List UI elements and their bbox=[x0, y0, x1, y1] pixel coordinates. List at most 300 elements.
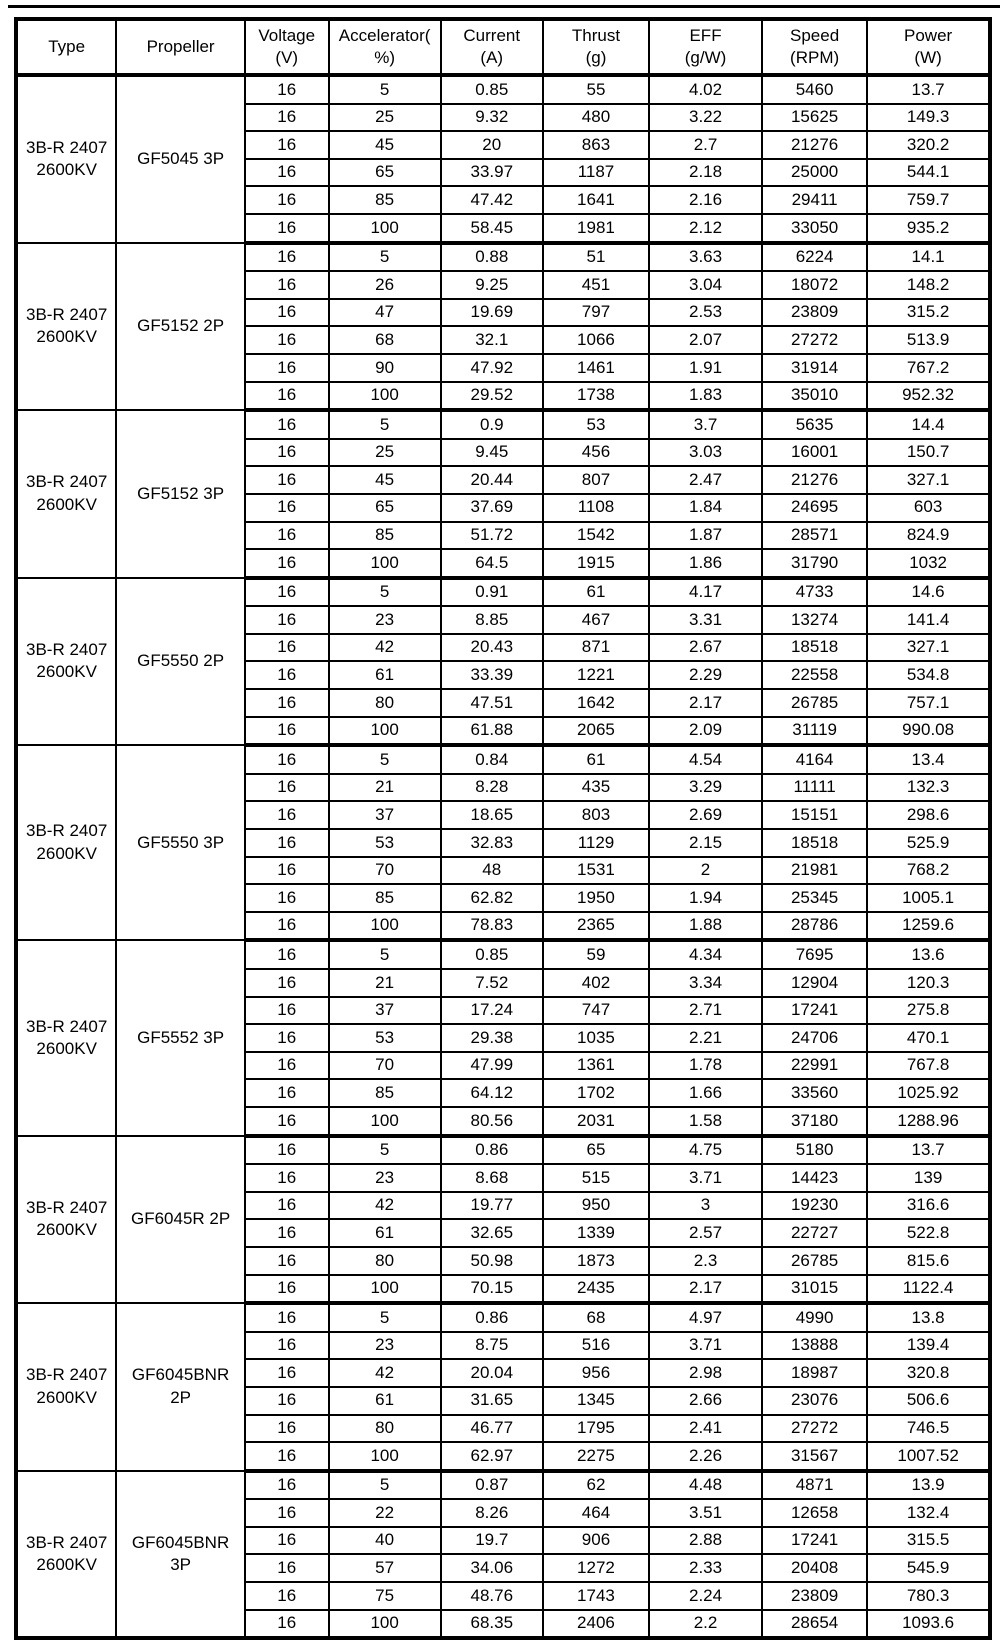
value-cell: 2.09 bbox=[649, 717, 762, 746]
value-cell: 16 bbox=[245, 1164, 329, 1192]
value-cell: 47.42 bbox=[441, 186, 543, 214]
value-cell: 46.77 bbox=[441, 1415, 543, 1443]
value-cell: 100 bbox=[329, 382, 441, 411]
col-header-voltage bbox=[245, 19, 329, 75]
value-cell: 22 bbox=[329, 1499, 441, 1527]
value-cell: 48 bbox=[441, 857, 543, 885]
value-cell: 2.17 bbox=[649, 689, 762, 717]
value-cell: 16 bbox=[245, 717, 329, 746]
value-cell: 32.1 bbox=[441, 326, 543, 354]
value-cell: 525.9 bbox=[867, 829, 990, 857]
value-cell: 16 bbox=[245, 522, 329, 550]
value-cell: 3.71 bbox=[649, 1164, 762, 1192]
table-row bbox=[16, 1303, 990, 1332]
value-cell: 1.86 bbox=[649, 549, 762, 578]
value-cell: 62.97 bbox=[441, 1442, 543, 1471]
table-row bbox=[16, 745, 990, 774]
value-cell: 16 bbox=[245, 857, 329, 885]
value-cell: 5635 bbox=[762, 410, 867, 439]
value-cell: 18072 bbox=[762, 271, 867, 299]
value-cell: 5 bbox=[329, 243, 441, 272]
value-cell: 31119 bbox=[762, 717, 867, 746]
value-cell: 65 bbox=[543, 1136, 649, 1165]
value-cell: 5 bbox=[329, 578, 441, 607]
value-cell: 141.4 bbox=[867, 606, 990, 634]
value-cell: 16 bbox=[245, 1136, 329, 1165]
value-cell: 19.69 bbox=[441, 299, 543, 327]
value-cell: 45 bbox=[329, 131, 441, 159]
value-cell: 16 bbox=[245, 689, 329, 717]
value-cell: 456 bbox=[543, 439, 649, 467]
value-cell: 16 bbox=[245, 1499, 329, 1527]
value-cell: 8.28 bbox=[441, 774, 543, 802]
propeller-cell: GF5552 3P bbox=[116, 940, 245, 1135]
type-cell: 3B-R 2407 2600KV bbox=[16, 410, 116, 578]
header-line: Current bbox=[463, 25, 521, 45]
value-cell: 2.24 bbox=[649, 1582, 762, 1610]
value-cell: 5 bbox=[329, 1471, 441, 1500]
value-cell: 1066 bbox=[543, 326, 649, 354]
type-cell: 3B-R 2407 2600KV bbox=[16, 1136, 116, 1304]
value-cell: 37 bbox=[329, 997, 441, 1025]
value-cell: 16 bbox=[245, 1527, 329, 1555]
header-line: Voltage bbox=[258, 25, 316, 45]
header-row bbox=[16, 19, 990, 75]
value-cell: 1339 bbox=[543, 1219, 649, 1247]
value-cell: 952.32 bbox=[867, 382, 990, 411]
value-cell: 467 bbox=[543, 606, 649, 634]
value-cell: 20.44 bbox=[441, 466, 543, 494]
value-cell: 23 bbox=[329, 606, 441, 634]
value-cell: 23 bbox=[329, 1164, 441, 1192]
value-cell: 0.86 bbox=[441, 1303, 543, 1332]
value-cell: 2.18 bbox=[649, 159, 762, 187]
value-cell: 59 bbox=[543, 940, 649, 969]
table-body bbox=[16, 75, 990, 1638]
value-cell: 320.2 bbox=[867, 131, 990, 159]
value-cell: 5 bbox=[329, 940, 441, 969]
value-cell: 1032 bbox=[867, 549, 990, 578]
value-cell: 23076 bbox=[762, 1387, 867, 1415]
value-cell: 2.53 bbox=[649, 299, 762, 327]
value-cell: 516 bbox=[543, 1332, 649, 1360]
value-cell: 315.2 bbox=[867, 299, 990, 327]
value-cell: 1288.96 bbox=[867, 1107, 990, 1136]
value-cell: 64.12 bbox=[441, 1079, 543, 1107]
type-cell: 3B-R 2407 2600KV bbox=[16, 243, 116, 411]
value-cell: 16 bbox=[245, 1219, 329, 1247]
value-cell: 85 bbox=[329, 884, 441, 912]
value-cell: 16 bbox=[245, 299, 329, 327]
value-cell: 0.91 bbox=[441, 578, 543, 607]
value-cell: 37.69 bbox=[441, 494, 543, 522]
value-cell: 37180 bbox=[762, 1107, 867, 1136]
value-cell: 1272 bbox=[543, 1554, 649, 1582]
value-cell: 8.26 bbox=[441, 1499, 543, 1527]
value-cell: 1.58 bbox=[649, 1107, 762, 1136]
value-cell: 4.34 bbox=[649, 940, 762, 969]
value-cell: 9.25 bbox=[441, 271, 543, 299]
value-cell: 16 bbox=[245, 1415, 329, 1443]
propeller-cell: GF5550 2P bbox=[116, 578, 245, 746]
value-cell: 1743 bbox=[543, 1582, 649, 1610]
value-cell: 746.5 bbox=[867, 1415, 990, 1443]
value-cell: 1981 bbox=[543, 214, 649, 243]
value-cell: 470.1 bbox=[867, 1024, 990, 1052]
value-cell: 815.6 bbox=[867, 1247, 990, 1275]
value-cell: 1.94 bbox=[649, 884, 762, 912]
value-cell: 990.08 bbox=[867, 717, 990, 746]
value-cell: 3.63 bbox=[649, 243, 762, 272]
value-cell: 23809 bbox=[762, 1582, 867, 1610]
value-cell: 1.88 bbox=[649, 912, 762, 941]
value-cell: 2.26 bbox=[649, 1442, 762, 1471]
value-cell: 16 bbox=[245, 745, 329, 774]
value-cell: 16 bbox=[245, 1275, 329, 1304]
value-cell: 31015 bbox=[762, 1275, 867, 1304]
value-cell: 85 bbox=[329, 186, 441, 214]
value-cell: 3 bbox=[649, 1192, 762, 1220]
value-cell: 15625 bbox=[762, 104, 867, 132]
value-cell: 61 bbox=[329, 1387, 441, 1415]
value-cell: 100 bbox=[329, 1275, 441, 1304]
value-cell: 21276 bbox=[762, 131, 867, 159]
type-cell: 3B-R 2407 2600KV bbox=[16, 940, 116, 1135]
value-cell: 11111 bbox=[762, 774, 867, 802]
value-cell: 16 bbox=[245, 1303, 329, 1332]
value-cell: 139.4 bbox=[867, 1332, 990, 1360]
value-cell: 1108 bbox=[543, 494, 649, 522]
header-line: EFF bbox=[689, 25, 722, 45]
value-cell: 2.7 bbox=[649, 131, 762, 159]
value-cell: 747 bbox=[543, 997, 649, 1025]
value-cell: 100 bbox=[329, 1442, 441, 1471]
value-cell: 0.85 bbox=[441, 75, 543, 104]
propeller-spec-table bbox=[14, 17, 992, 1640]
value-cell: 26785 bbox=[762, 1247, 867, 1275]
value-cell: 1007.52 bbox=[867, 1442, 990, 1471]
value-cell: 47.99 bbox=[441, 1052, 543, 1080]
value-cell: 5 bbox=[329, 745, 441, 774]
value-cell: 100 bbox=[329, 214, 441, 243]
value-cell: 4.17 bbox=[649, 578, 762, 607]
value-cell: 5 bbox=[329, 1136, 441, 1165]
value-cell: 6224 bbox=[762, 243, 867, 272]
value-cell: 16 bbox=[245, 912, 329, 941]
value-cell: 327.1 bbox=[867, 634, 990, 662]
value-cell: 37 bbox=[329, 801, 441, 829]
value-cell: 1.91 bbox=[649, 354, 762, 382]
value-cell: 435 bbox=[543, 774, 649, 802]
value-cell: 4.75 bbox=[649, 1136, 762, 1165]
value-cell: 5180 bbox=[762, 1136, 867, 1165]
value-cell: 1005.1 bbox=[867, 884, 990, 912]
value-cell: 327.1 bbox=[867, 466, 990, 494]
value-cell: 17.24 bbox=[441, 997, 543, 1025]
value-cell: 2.17 bbox=[649, 1275, 762, 1304]
value-cell: 78.83 bbox=[441, 912, 543, 941]
value-cell: 2.57 bbox=[649, 1219, 762, 1247]
value-cell: 51 bbox=[543, 243, 649, 272]
value-cell: 65 bbox=[329, 159, 441, 187]
value-cell: 515 bbox=[543, 1164, 649, 1192]
value-cell: 27272 bbox=[762, 326, 867, 354]
value-cell: 120.3 bbox=[867, 969, 990, 997]
value-cell: 31567 bbox=[762, 1442, 867, 1471]
value-cell: 42 bbox=[329, 1192, 441, 1220]
value-cell: 2.41 bbox=[649, 1415, 762, 1443]
value-cell: 506.6 bbox=[867, 1387, 990, 1415]
value-cell: 4164 bbox=[762, 745, 867, 774]
value-cell: 2.66 bbox=[649, 1387, 762, 1415]
value-cell: 16 bbox=[245, 801, 329, 829]
value-cell: 26785 bbox=[762, 689, 867, 717]
value-cell: 70.15 bbox=[441, 1275, 543, 1304]
value-cell: 16 bbox=[245, 884, 329, 912]
value-cell: 480 bbox=[543, 104, 649, 132]
value-cell: 5 bbox=[329, 1303, 441, 1332]
type-cell: 3B-R 2407 2600KV bbox=[16, 745, 116, 940]
value-cell: 5 bbox=[329, 75, 441, 104]
value-cell: 16001 bbox=[762, 439, 867, 467]
value-cell: 16 bbox=[245, 774, 329, 802]
value-cell: 3.31 bbox=[649, 606, 762, 634]
value-cell: 3.04 bbox=[649, 271, 762, 299]
value-cell: 21981 bbox=[762, 857, 867, 885]
value-cell: 13888 bbox=[762, 1332, 867, 1360]
value-cell: 16 bbox=[245, 661, 329, 689]
value-cell: 2.3 bbox=[649, 1247, 762, 1275]
value-cell: 100 bbox=[329, 717, 441, 746]
value-cell: 2435 bbox=[543, 1275, 649, 1304]
value-cell: 7695 bbox=[762, 940, 867, 969]
value-cell: 35010 bbox=[762, 382, 867, 411]
value-cell: 2065 bbox=[543, 717, 649, 746]
value-cell: 3.71 bbox=[649, 1332, 762, 1360]
value-cell: 19.77 bbox=[441, 1192, 543, 1220]
value-cell: 545.9 bbox=[867, 1554, 990, 1582]
value-cell: 464 bbox=[543, 1499, 649, 1527]
value-cell: 65 bbox=[329, 494, 441, 522]
value-cell: 8.85 bbox=[441, 606, 543, 634]
value-cell: 17241 bbox=[762, 997, 867, 1025]
value-cell: 33.39 bbox=[441, 661, 543, 689]
value-cell: 16 bbox=[245, 578, 329, 607]
header-line: Accelerator( bbox=[338, 25, 431, 45]
value-cell: 16 bbox=[245, 1024, 329, 1052]
value-cell: 55 bbox=[543, 75, 649, 104]
propeller-cell: GF5550 3P bbox=[116, 745, 245, 940]
value-cell: 1.66 bbox=[649, 1079, 762, 1107]
value-cell: 16 bbox=[245, 466, 329, 494]
value-cell: 33050 bbox=[762, 214, 867, 243]
col-header-power bbox=[867, 19, 990, 75]
value-cell: 4871 bbox=[762, 1471, 867, 1500]
value-cell: 16 bbox=[245, 1192, 329, 1220]
value-cell: 80 bbox=[329, 1247, 441, 1275]
value-cell: 12904 bbox=[762, 969, 867, 997]
value-cell: 21 bbox=[329, 969, 441, 997]
value-cell: 1531 bbox=[543, 857, 649, 885]
value-cell: 13.7 bbox=[867, 75, 990, 104]
value-cell: 871 bbox=[543, 634, 649, 662]
value-cell: 906 bbox=[543, 1527, 649, 1555]
value-cell: 797 bbox=[543, 299, 649, 327]
value-cell: 150.7 bbox=[867, 439, 990, 467]
header-line: (g) bbox=[585, 48, 607, 67]
value-cell: 61 bbox=[543, 578, 649, 607]
value-cell: 132.4 bbox=[867, 1499, 990, 1527]
value-cell: 2.71 bbox=[649, 997, 762, 1025]
value-cell: 8.75 bbox=[441, 1332, 543, 1360]
value-cell: 2.12 bbox=[649, 214, 762, 243]
value-cell: 20.43 bbox=[441, 634, 543, 662]
value-cell: 28571 bbox=[762, 522, 867, 550]
value-cell: 767.2 bbox=[867, 354, 990, 382]
value-cell: 17241 bbox=[762, 1527, 867, 1555]
value-cell: 1641 bbox=[543, 186, 649, 214]
value-cell: 16 bbox=[245, 1079, 329, 1107]
value-cell: 950 bbox=[543, 1192, 649, 1220]
value-cell: 3.34 bbox=[649, 969, 762, 997]
value-cell: 16 bbox=[245, 1442, 329, 1471]
value-cell: 70 bbox=[329, 857, 441, 885]
value-cell: 25000 bbox=[762, 159, 867, 187]
value-cell: 31.65 bbox=[441, 1387, 543, 1415]
value-cell: 25 bbox=[329, 104, 441, 132]
value-cell: 16 bbox=[245, 243, 329, 272]
value-cell: 16 bbox=[245, 969, 329, 997]
value-cell: 18518 bbox=[762, 829, 867, 857]
value-cell: 513.9 bbox=[867, 326, 990, 354]
value-cell: 1642 bbox=[543, 689, 649, 717]
value-cell: 16 bbox=[245, 1387, 329, 1415]
value-cell: 70 bbox=[329, 1052, 441, 1080]
value-cell: 62 bbox=[543, 1471, 649, 1500]
value-cell: 13.6 bbox=[867, 940, 990, 969]
value-cell: 61 bbox=[543, 745, 649, 774]
value-cell: 757.1 bbox=[867, 689, 990, 717]
value-cell: 767.8 bbox=[867, 1052, 990, 1080]
table-row bbox=[16, 75, 990, 104]
value-cell: 33.97 bbox=[441, 159, 543, 187]
value-cell: 13.7 bbox=[867, 1136, 990, 1165]
value-cell: 15151 bbox=[762, 801, 867, 829]
value-cell: 1129 bbox=[543, 829, 649, 857]
value-cell: 4.48 bbox=[649, 1471, 762, 1500]
value-cell: 16 bbox=[245, 549, 329, 578]
value-cell: 100 bbox=[329, 1107, 441, 1136]
value-cell: 16 bbox=[245, 1247, 329, 1275]
value-cell: 16 bbox=[245, 997, 329, 1025]
value-cell: 19.7 bbox=[441, 1527, 543, 1555]
value-cell: 3.22 bbox=[649, 104, 762, 132]
value-cell: 51.72 bbox=[441, 522, 543, 550]
table-header bbox=[16, 19, 990, 75]
propeller-cell: GF5045 3P bbox=[116, 75, 245, 243]
value-cell: 0.86 bbox=[441, 1136, 543, 1165]
value-cell: 1.87 bbox=[649, 522, 762, 550]
value-cell: 26 bbox=[329, 271, 441, 299]
table-row bbox=[16, 243, 990, 272]
value-cell: 4.97 bbox=[649, 1303, 762, 1332]
value-cell: 50.98 bbox=[441, 1247, 543, 1275]
value-cell: 16 bbox=[245, 382, 329, 411]
value-cell: 1093.6 bbox=[867, 1610, 990, 1639]
value-cell: 320.8 bbox=[867, 1359, 990, 1387]
table-row bbox=[16, 1136, 990, 1165]
value-cell: 42 bbox=[329, 1359, 441, 1387]
propeller-cell: GF5152 2P bbox=[116, 243, 245, 411]
value-cell: 16 bbox=[245, 326, 329, 354]
value-cell: 544.1 bbox=[867, 159, 990, 187]
value-cell: 16 bbox=[245, 271, 329, 299]
value-cell: 0.88 bbox=[441, 243, 543, 272]
value-cell: 47.92 bbox=[441, 354, 543, 382]
value-cell: 80 bbox=[329, 689, 441, 717]
header-line: (A) bbox=[480, 48, 504, 67]
value-cell: 298.6 bbox=[867, 801, 990, 829]
value-cell: 24706 bbox=[762, 1024, 867, 1052]
value-cell: 1025.92 bbox=[867, 1079, 990, 1107]
value-cell: 824.9 bbox=[867, 522, 990, 550]
value-cell: 62.82 bbox=[441, 884, 543, 912]
value-cell: 780.3 bbox=[867, 1582, 990, 1610]
header-line: Power bbox=[904, 25, 953, 45]
value-cell: 21276 bbox=[762, 466, 867, 494]
value-cell: 1702 bbox=[543, 1079, 649, 1107]
table-row bbox=[16, 1471, 990, 1500]
value-cell: 1345 bbox=[543, 1387, 649, 1415]
value-cell: 85 bbox=[329, 522, 441, 550]
header-line: (RPM) bbox=[790, 48, 840, 67]
value-cell: 18518 bbox=[762, 634, 867, 662]
col-header-thrust bbox=[543, 19, 649, 75]
table-row bbox=[16, 940, 990, 969]
value-cell: 9.32 bbox=[441, 104, 543, 132]
value-cell: 18.65 bbox=[441, 801, 543, 829]
value-cell: 4.54 bbox=[649, 745, 762, 774]
value-cell: 16 bbox=[245, 159, 329, 187]
value-cell: 1950 bbox=[543, 884, 649, 912]
value-cell: 29411 bbox=[762, 186, 867, 214]
value-cell: 807 bbox=[543, 466, 649, 494]
value-cell: 16 bbox=[245, 634, 329, 662]
value-cell: 20.04 bbox=[441, 1359, 543, 1387]
value-cell: 2.29 bbox=[649, 661, 762, 689]
value-cell: 14.6 bbox=[867, 578, 990, 607]
value-cell: 31790 bbox=[762, 549, 867, 578]
value-cell: 13.8 bbox=[867, 1303, 990, 1332]
value-cell: 22991 bbox=[762, 1052, 867, 1080]
value-cell: 61.88 bbox=[441, 717, 543, 746]
value-cell: 2.69 bbox=[649, 801, 762, 829]
value-cell: 18987 bbox=[762, 1359, 867, 1387]
value-cell: 47 bbox=[329, 299, 441, 327]
value-cell: 1259.6 bbox=[867, 912, 990, 941]
table-row bbox=[16, 410, 990, 439]
value-cell: 2.67 bbox=[649, 634, 762, 662]
value-cell: 316.6 bbox=[867, 1192, 990, 1220]
value-cell: 68 bbox=[329, 326, 441, 354]
value-cell: 522.8 bbox=[867, 1219, 990, 1247]
value-cell: 29.52 bbox=[441, 382, 543, 411]
propeller-cell: GF6045BNR 2P bbox=[116, 1303, 245, 1471]
value-cell: 1.83 bbox=[649, 382, 762, 411]
value-cell: 759.7 bbox=[867, 186, 990, 214]
value-cell: 14423 bbox=[762, 1164, 867, 1192]
value-cell: 80 bbox=[329, 1415, 441, 1443]
